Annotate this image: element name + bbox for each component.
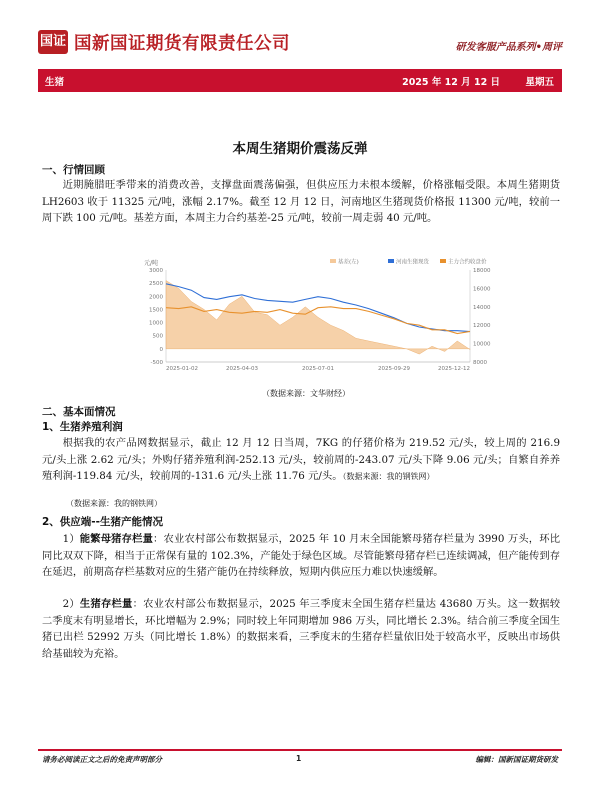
chart-x-tick-label: 2025-07-01: [302, 366, 334, 372]
chart-x-tick-label: 2025-09-29: [378, 366, 410, 372]
report-weekday: 星期五: [525, 77, 554, 88]
chart-legend-label: 主力合约收盘价: [448, 259, 487, 266]
chart-ylabel-left: 元/吨: [144, 260, 159, 267]
subsection-heading-profit: 1、生猪养殖利润: [42, 421, 123, 433]
hog-inventory-text: ：农业农村部公布数据显示，2025 年三季度末全国生猪存栏量达 43680 万头。这一数据较二季度末有明显增长，环比增幅为 2.9%；同时较上年同期增加 986 万头，同比增长 2.3%。结合前三季度全国生猪已出栏 52992 万头（同比增长 1.8%）的数据来看，三季度末的生猪存栏量依旧处于较高水平，反映出市场供给基础较为充裕。: [42, 598, 560, 660]
chart-left-tick-label: 0: [159, 346, 163, 353]
hog-inventory-number: 2）: [62, 598, 80, 610]
chart-legend-swatch: [388, 259, 394, 263]
hog-inventory-label: 生猪存栏量: [79, 598, 133, 610]
chart-source: （数据来源：文华财经）: [262, 389, 350, 398]
sow-inventory-text: ：农业农村部公布数据显示，2025 年 10 月末全国能繁母猪存栏量为 3990 万头，环比同比双双下降，相当于正常保有量的 102.3%，产能处于绿色区域。尽管能繁母猪存栏已连续调减，但产能传到存在延迟，前期高存栏基数对应的生猪产能仍在持续释放，短期内供应压力难以快速缓解。: [42, 533, 560, 578]
chart-x-tick-label: 2025-01-02: [166, 366, 198, 372]
sow-inventory-number: 1）: [62, 533, 80, 545]
chart-right-tick-label: 14000: [473, 304, 491, 311]
chart-right-tick-label: 8000: [473, 360, 487, 366]
chart-series-basis-area: [166, 281, 470, 355]
section-heading-market-review: 一、行情回顾: [42, 164, 105, 176]
chart-plot: [166, 281, 470, 355]
page-number: 1: [296, 754, 302, 763]
chart-right-tick-label: 10000: [473, 341, 491, 348]
chart-left-tick-label: 2000: [149, 294, 163, 301]
chart-x-tick-label: 2025-12-12: [438, 366, 470, 372]
chart-left-tick-label: 3000: [149, 268, 163, 274]
chart-right-tick-label: 12000: [473, 323, 491, 330]
chart-legend: [330, 258, 487, 266]
company-name: 国新国证期货有限责任公司: [74, 34, 290, 54]
category-bar: [38, 69, 562, 92]
chart-legend-swatch: [330, 259, 336, 263]
profit-source-note: （数据来源：我的钢铁网）: [342, 472, 435, 481]
footer-divider: [38, 749, 562, 751]
page-title: 本周生猪期价震荡反弹: [232, 141, 368, 157]
chart-x-tick-label: 2025-04-03: [226, 366, 258, 372]
category-label: 生猪: [45, 77, 65, 88]
chart-left-tick-label: 1000: [149, 320, 163, 327]
basis-price-chart: [140, 256, 500, 378]
hog-inventory-paragraph: [42, 596, 560, 662]
chart-legend-swatch: [440, 259, 446, 263]
chart-left-tick-label: 2500: [149, 281, 163, 288]
market-review-paragraph: 近期腌腊旺季带来的消费改善，支撑盘面震荡偏强，但供应压力未根本缓解，价格涨幅受限。本周生猪期货 LH2603 收于 11325 元/吨，涨幅 2.17%。截至 12 月 12 日，河南地区生猪现货价格报 11300 元/吨，较前一周下跌 100 元/吨。基差方面，本周主力合约基差-25 元/吨，较前一周走弱 40 元/吨。: [42, 179, 560, 224]
subsection-heading-capacity: 2、供应端--生猪产能情况: [42, 516, 164, 528]
chart-right-tick-label: 16000: [473, 286, 491, 293]
profit-paragraph: [42, 435, 560, 486]
company-logo: 国证: [38, 30, 68, 54]
chart-right-tick-label: 18000: [473, 268, 491, 274]
footer-editor: 编辑：国新国证期货研发: [475, 755, 558, 764]
page-header: [38, 24, 562, 58]
chart-left-tick-label: 500: [152, 333, 163, 340]
footer-disclaimer: 请务必阅读正文之后的免责声明部分: [42, 755, 162, 764]
report-date: 2025 年 12 月 12 日: [402, 77, 500, 88]
chart-legend-label: 基差(左): [338, 259, 359, 266]
profit-text: 根据我的农产品网数据显示，截止 12 月 12 日当周，7KG 的仔猪价格为 219.52 元/头，较上周的 216.9 元/头上涨 2.62 元/头；外购仔猪养殖利润-252.13 元/头，较前周的-243.07 元/头下降 9.06 元/头；自繁自养养殖利润-119.84 元/头，较前周的-131.6 元/头上涨 11.76 元/头。: [42, 437, 560, 482]
sow-inventory-paragraph: [42, 531, 560, 581]
chart-legend-label: 河南生猪现货: [396, 259, 430, 266]
chart-left-tick-label: 1500: [149, 307, 163, 314]
report-series: 研发客服产品系列•周评: [455, 42, 562, 53]
chart-left-tick-label: -500: [150, 360, 163, 366]
section-heading-fundamentals: 二、基本面情况: [42, 406, 116, 418]
profit-source: （数据来源：我的钢铁网）: [66, 499, 162, 508]
sow-inventory-label: 能繁母猪存栏量: [79, 533, 154, 545]
